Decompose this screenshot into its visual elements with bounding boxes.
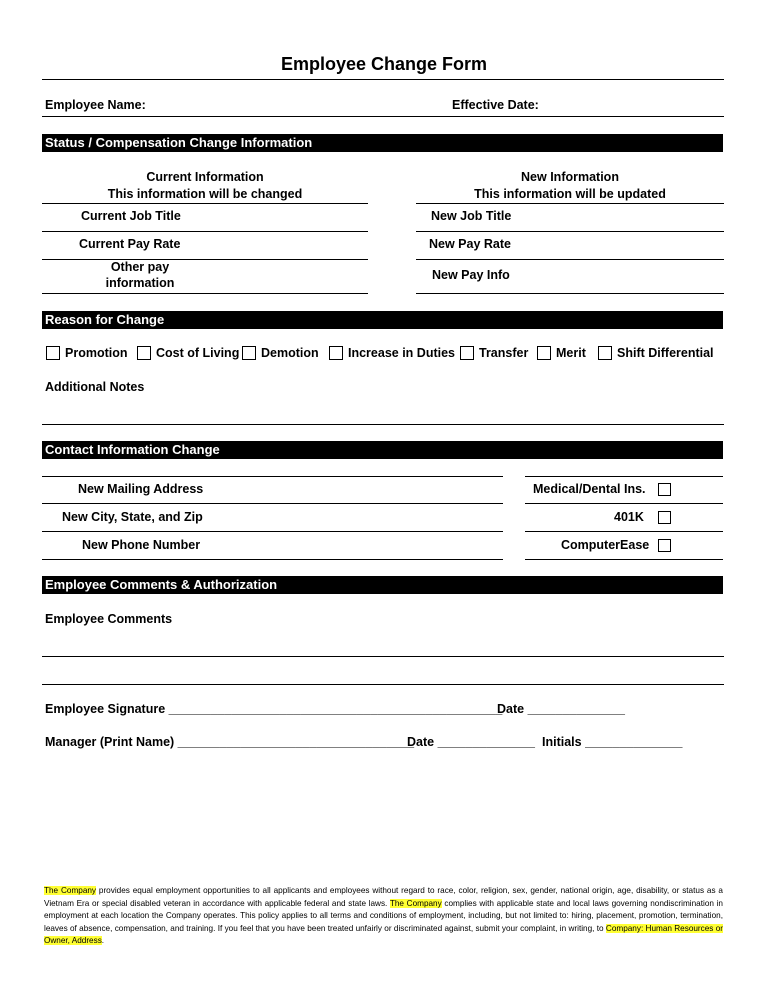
merit-label: Merit <box>556 346 586 360</box>
reason-option-increase-in-duties[interactable] <box>329 345 455 361</box>
401k-checkbox[interactable] <box>658 511 671 524</box>
new-pay-info-field[interactable] <box>416 293 724 294</box>
new-city-state-zip-field[interactable] <box>42 531 503 532</box>
other-pay-label-line2: information <box>105 276 175 290</box>
effective-date-label: Effective Date: <box>452 98 539 112</box>
new-info-subheader: This information will be updated <box>474 187 666 201</box>
new-pay-rate-label: New Pay Rate <box>429 237 511 251</box>
new-mailing-address-label: New Mailing Address <box>78 482 204 496</box>
reason-option-cost-of-living[interactable] <box>137 345 239 361</box>
employee-name-label: Employee Name: <box>45 98 146 112</box>
other-pay-field[interactable] <box>42 293 368 294</box>
shift-differential-checkbox[interactable] <box>598 346 612 360</box>
new-mailing-address-field[interactable] <box>42 503 503 504</box>
current-info-subheader: This information will be changed <box>107 187 303 201</box>
manager-initials-line[interactable]: Initials ______________ <box>542 735 683 749</box>
status-left-divider-top <box>42 203 368 204</box>
medical-dental-label: Medical/Dental Ins. <box>533 482 646 496</box>
cost-of-living-checkbox[interactable] <box>137 346 151 360</box>
page-title: Employee Change Form <box>280 54 488 74</box>
employee-comments-line-2[interactable] <box>42 684 724 685</box>
promotion-checkbox[interactable] <box>46 346 60 360</box>
company-contact-highlight: Company: Human Resources or Owner, Address <box>44 923 724 946</box>
new-pay-rate-field[interactable] <box>416 259 724 260</box>
section-status-header: Status / Compensation Change Information <box>42 134 723 152</box>
401k-label: 401K <box>614 510 644 524</box>
reason-option-merit[interactable] <box>537 345 586 361</box>
section-comments-header: Employee Comments & Authorization <box>42 576 723 594</box>
current-pay-rate-label: Current Pay Rate <box>79 237 181 251</box>
transfer-label: Transfer <box>479 346 529 360</box>
computerease-label: ComputerEase <box>561 538 650 552</box>
employee-signature-line[interactable]: Employee Signature ________________________________________________ <box>45 702 503 716</box>
title-divider <box>42 79 724 80</box>
eeo-disclaimer <box>44 885 723 948</box>
medical-dental-divider <box>525 503 723 504</box>
employee-comments-line-1[interactable] <box>42 656 724 657</box>
other-pay-label-line1: Other pay <box>110 260 170 274</box>
employee-name-field[interactable] <box>42 116 724 117</box>
increase-in-duties-checkbox[interactable] <box>329 346 343 360</box>
employee-comments-label: Employee Comments <box>45 612 173 626</box>
section-contact-header: Contact Information Change <box>42 441 723 459</box>
additional-notes-field[interactable] <box>42 424 724 425</box>
company-highlight-2: The Company <box>389 898 442 908</box>
reason-option-demotion[interactable] <box>242 345 319 361</box>
status-right-divider-top <box>416 203 724 204</box>
new-job-title-field[interactable] <box>416 231 724 232</box>
promotion-label: Promotion <box>65 346 128 360</box>
reason-option-shift-differential[interactable] <box>598 345 714 361</box>
new-city-state-zip-label: New City, State, and Zip <box>62 510 203 524</box>
current-info-header: Current Information <box>146 170 264 184</box>
new-info-header: New Information <box>521 170 619 184</box>
demotion-checkbox[interactable] <box>242 346 256 360</box>
disclaimer-end: . <box>101 936 105 946</box>
medical-dental-checkbox[interactable] <box>658 483 671 496</box>
increase-in-duties-label: Increase in Duties <box>348 346 455 360</box>
reason-option-promotion[interactable] <box>46 345 128 361</box>
shift-differential-label: Shift Differential <box>617 346 714 360</box>
401k-divider <box>525 531 723 532</box>
company-highlight-1: The Company <box>44 886 97 895</box>
new-job-title-label: New Job Title <box>431 209 512 223</box>
current-job-title-field[interactable] <box>42 231 368 232</box>
disclaimer-text-1: provides equal employment opportunities to all applicants and employees without regard to race, color, religion, sex, gender, national origin, age, disability, or status as a Vietnam Era or special disabled veteran in accordance with applicable federal and state laws. <box>44 886 723 908</box>
cost-of-living-label: Cost of Living <box>156 346 240 360</box>
new-phone-number-label: New Phone Number <box>82 538 201 552</box>
contact-right-divider-top <box>525 476 723 477</box>
transfer-checkbox[interactable] <box>460 346 474 360</box>
disclaimer-text-2: complies with applicable state and local laws governing nondiscrimination in employment at each location the Company operates. This policy applies to all terms and conditions of employment, including, but not limited to: hiring, placement, promotion, termination, leaves of absence, compensation, and training. If you feel that you have been treated unfairly or discriminated against, submit your complaint, in writing, to <box>44 898 723 933</box>
manager-print-name-line[interactable]: Manager (Print Name) __________________________________ <box>45 735 415 749</box>
additional-notes-label: Additional Notes <box>45 380 145 394</box>
manager-date-line[interactable]: Date ______________ <box>407 735 535 749</box>
computerease-checkbox[interactable] <box>658 539 671 552</box>
computerease-divider <box>525 559 723 560</box>
contact-left-divider-top <box>42 476 503 477</box>
merit-checkbox[interactable] <box>537 346 551 360</box>
new-pay-info-label: New Pay Info <box>432 268 510 282</box>
section-reason-header: Reason for Change <box>42 311 723 329</box>
current-job-title-label: Current Job Title <box>81 209 181 223</box>
new-phone-number-field[interactable] <box>42 559 503 560</box>
demotion-label: Demotion <box>261 346 319 360</box>
current-pay-rate-field[interactable] <box>42 259 368 260</box>
employee-signature-date-line[interactable]: Date ______________ <box>497 702 625 716</box>
reason-option-transfer[interactable] <box>460 345 528 361</box>
